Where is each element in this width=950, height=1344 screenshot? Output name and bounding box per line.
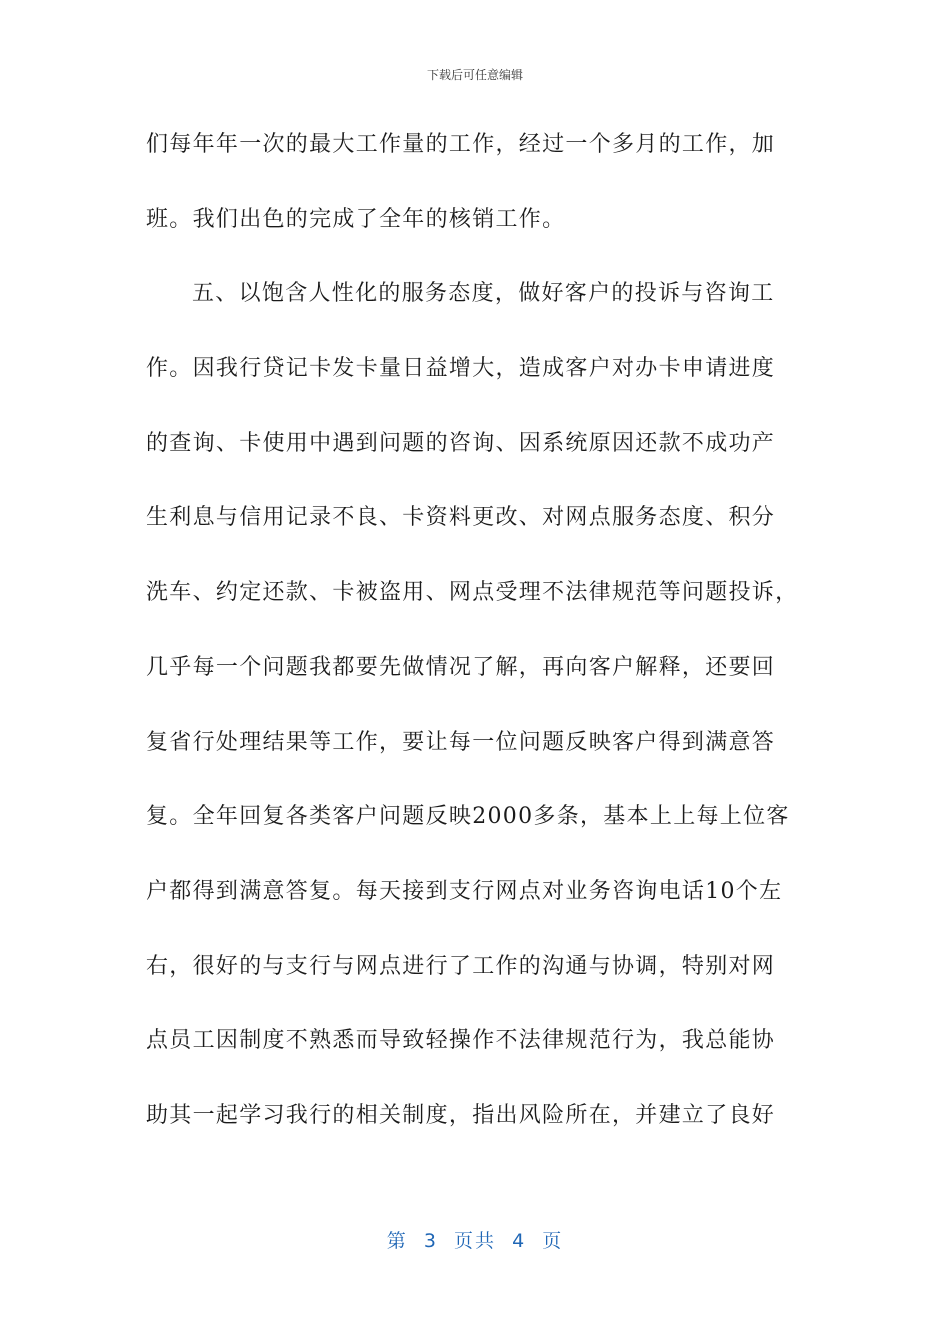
page-number: 第 3 页共 4 页 [386, 1230, 564, 1252]
text-line-11: 户都得到满意答复。每天接到支行网点对业务咨询电话10个左 [146, 878, 783, 904]
text-line-3: 五、以饱含人性化的服务态度，做好客户的投诉与咨询工 [192, 281, 775, 307]
text-line-2: 班。我们出色的完成了全年的核销工作。 [146, 206, 566, 232]
text-line-12: 右，很好的与支行与网点进行了工作的沟通与协调，特别对网 [146, 953, 776, 979]
text-line-9: 复省行处理结果等工作，要让每一位问题反映客户得到满意答 [146, 729, 776, 755]
text-line-4: 作。因我行贷记卡发卡量日益增大，造成客户对办卡申请进度 [146, 356, 776, 382]
page-header: 下载后可任意编辑 [426, 68, 523, 82]
text-line-8: 几乎每一个问题我都要先做情况了解，再向客户解释，还要回 [146, 654, 776, 680]
text-line-13: 点员工因制度不熟悉而导致轻操作不法律规范行为，我总能协 [146, 1028, 776, 1054]
document-body [146, 120, 806, 1166]
page-footer [0, 1226, 950, 1253]
text-line-1: 们每年年一次的最大工作量的工作，经过一个多月的工作，加 [146, 132, 776, 157]
text-line-6: 生利息与信用记录不良、卡资料更改、对网点服务态度、积分 [146, 505, 776, 531]
text-line-7: 洗车、约定还款、卡被盗用、网点受理不法律规范等问题投诉， [146, 580, 799, 606]
text-line-14: 助其一起学习我行的相关制度，指出风险所在，并建立了良好 [146, 1102, 776, 1128]
text-line-10: 复。全年回复各类客户问题反映2000多条，基本上上每上位客 [146, 804, 790, 830]
text-line-5: 的查询、卡使用中遇到问题的咨询、因系统原因还款不成功产 [146, 430, 776, 456]
